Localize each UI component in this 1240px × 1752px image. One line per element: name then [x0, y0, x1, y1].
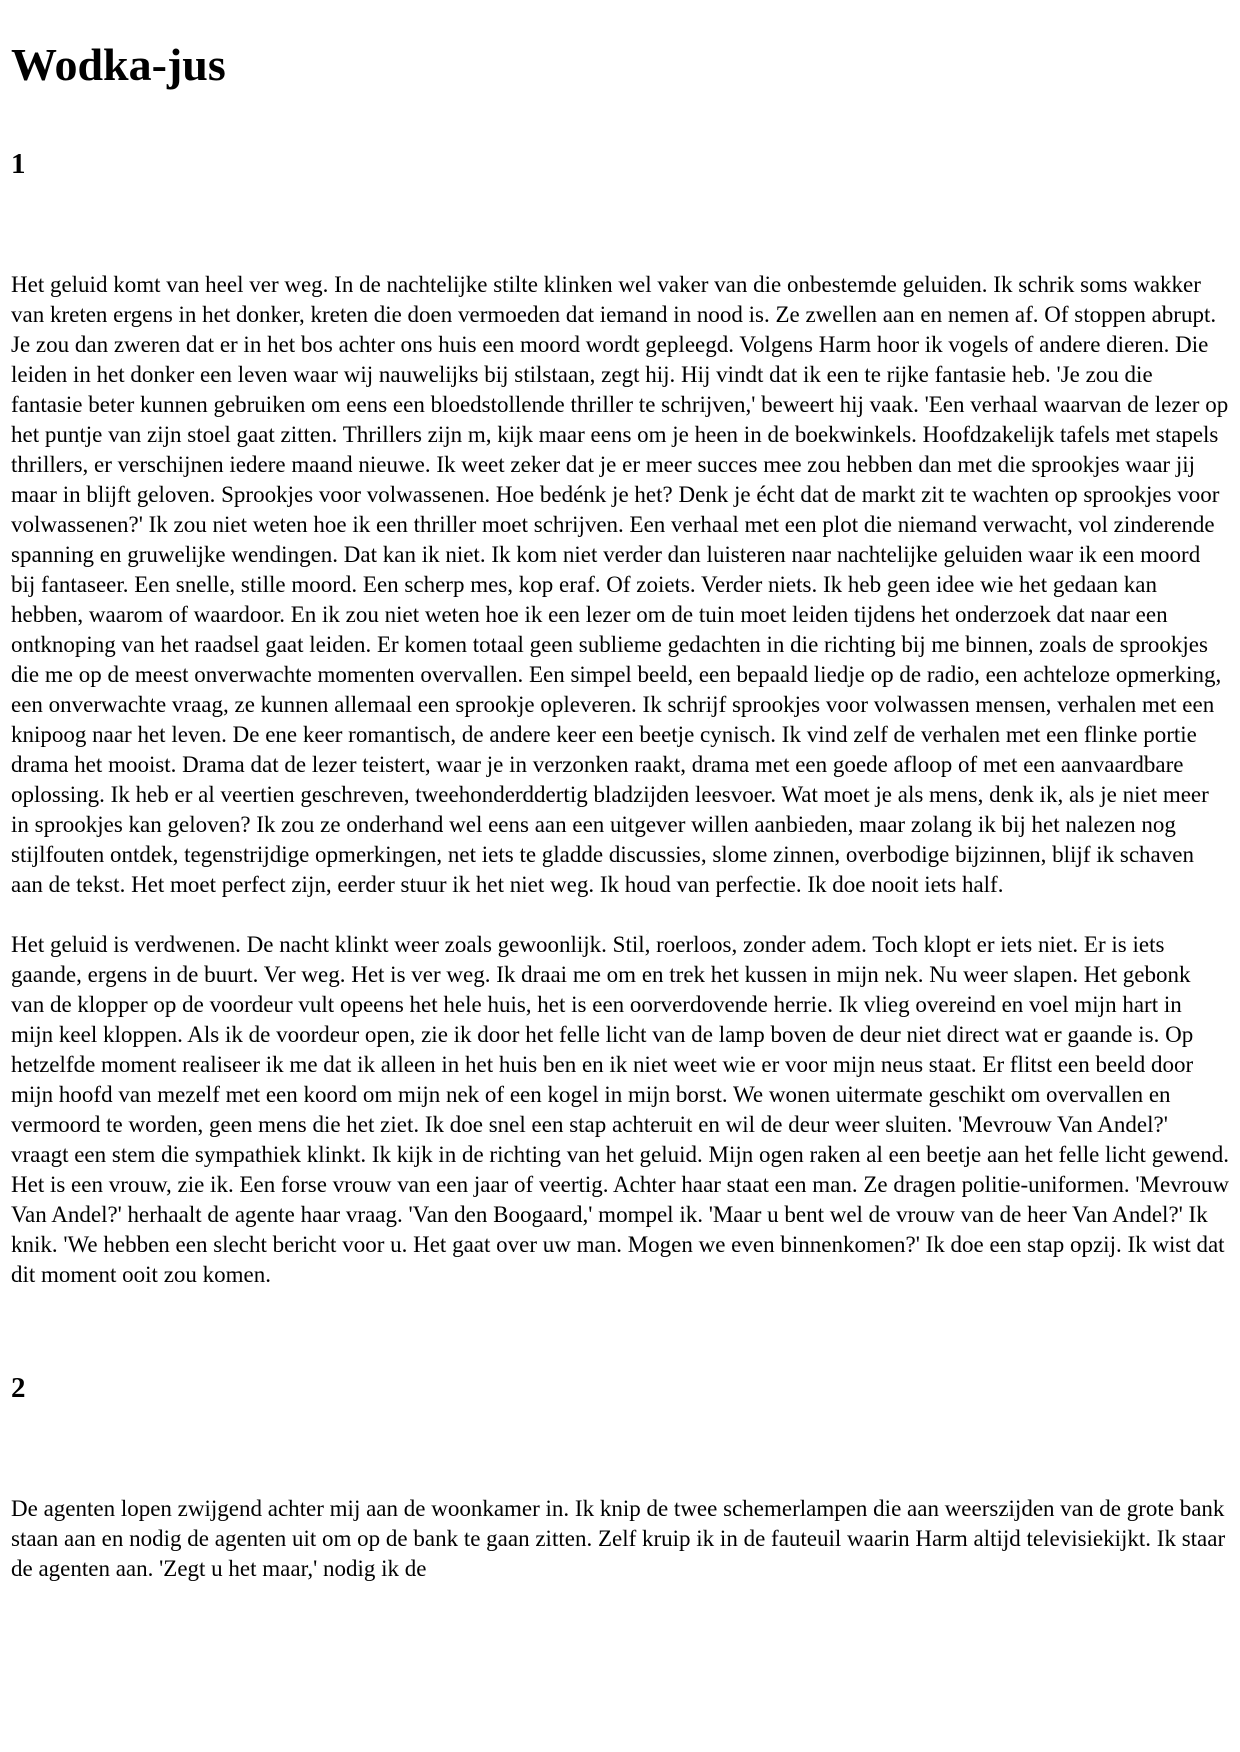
chapter-heading: 2	[11, 1372, 26, 1404]
chapter-1	[11, 144, 1229, 1290]
body-paragraph: De agenten lopen zwijgend achter mij aan de woonkamer in. Ik knip de twee schemerlampen die aan weerszijden van de grote bank staan aan en nodig de agenten uit om op de bank te gaan zitten. Zelf kruip ik in de fauteuil waarin Harm altijd televisiekijkt. Ik staar de agenten aan. 'Zegt u het maar,' nodig ik de	[11, 1496, 1226, 1581]
body-paragraph: Het geluid is verdwenen. De nacht klinkt weer zoals gewoonlijk. Stil, roerloos, zonder adem. Toch klopt er iets niet. Er is iets gaande, ergens in de buurt. Ver weg. Het is ver weg. Ik draai me om en trek het kussen in mijn nek. Nu weer slapen. Het gebonk van de klopper op de voordeur vult opeens het hele huis, het is een oorverdovende herrie. Ik vlieg overeind en voel mijn hart in mijn keel kloppen. Als ik de voordeur open, zie ik door het felle licht van de lamp boven de deur niet direct wat er gaande is. Op hetzelfde moment realiseer ik me dat ik alleen in het huis ben en ik niet weet wie er voor mijn neus staat. Er flitst een beeld door mijn hoofd van mezelf met een koord om mijn nek of een kogel in mijn borst. We wonen uitermate geschikt om overvallen en vermoord te worden, geen mens die het ziet. Ik doe snel een stap achteruit en wil de deur weer sluiten. 'Mevrouw Van Andel?' vraagt een stem die sympathiek klinkt. Ik kijk in de richting van het geluid. Mijn ogen raken al een beetje aan het felle licht gewend. Het is een vrouw, zie ik. Een forse vrouw van een jaar of veertig. Achter haar staat een man. Ze dragen politie-uniformen. 'Mevrouw Van Andel?' herhaalt de agente haar vraag. 'Van den Boogaard,' mompel ik. 'Maar u bent wel de vrouw van de heer Van Andel?' Ik knik. 'We hebben een slecht bericht voor u. Het gaat over uw man. Mogen we even binnenkomen?' Ik doe een stap opzij. Ik wist dat dit moment ooit zou komen.	[11, 932, 1229, 1287]
body-paragraph: Het geluid komt van heel ver weg. In de nachtelijke stilte klinken wel vaker van die onbestemde geluiden. Ik schrik soms wakker van kreten ergens in het donker, kreten die doen vermoeden dat iemand in nood is. Ze zwellen aan en nemen af. Of stoppen abrupt. Je zou dan zweren dat er in het bos achter ons huis een moord wordt gepleegd. Volgens Harm hoor ik vogels of andere dieren. Die leiden in het donker een leven waar wij nauwelijks bij stilstaan, zegt hij. Hij vindt dat ik een te rijke fantasie heb. 'Je zou die fantasie beter kunnen gebruiken om eens een bloedstollende thriller te schrijven,' beweert hij vaak. 'Een verhaal waarvan de lezer op het puntje van zijn stoel gaat zitten. Thrillers zijn m, kijk maar eens om je heen in de boekwinkels. Hoofdzakelijk tafels met stapels thrillers, er verschijnen iedere maand nieuwe. Ik weet zeker dat je er meer succes mee zou hebben dan met die sprookjes waar jij maar in blijft geloven. Sprookjes voor volwassenen. Hoe bedénk je het? Denk je écht dat de markt zit te wachten op sprookjes voor volwassenen?' Ik zou niet weten hoe ik een thriller moet schrijven. Een verhaal met een plot die niemand verwacht, vol zinderende spanning en gruwelijke wendingen. Dat kan ik niet. Ik kom niet verder dan luisteren naar nachtelijke geluiden waar ik een moord bij fantaseer. Een snelle, stille moord. Een scherp mes, kop eraf. Of zoiets. Verder niets. Ik heb geen idee wie het gedaan kan hebben, waarom of waardoor. En ik zou niet weten hoe ik een lezer om de tuin moet leiden tijdens het onderzoek dat naar een ontknoping van het raadsel gaat leiden. Er komen totaal geen sublieme gedachten in die richting bij me binnen, zoals de sprookjes die me op de meest onverwachte momenten overvallen. Een simpel beeld, een bepaald liedje op de radio, een achteloze opmerking, een onverwachte vraag, ze kunnen allemaal een sprookje opleveren. Ik schrijf sprookjes voor volwassen mensen, verhalen met een knipoog naar het leven. De ene keer romantisch, de andere keer een beetje cynisch. Ik vind zelf de verhalen met een flinke portie drama het mooist. Drama dat de lezer teistert, waar je in verzonken raakt, drama met een goede afloop of met een aanvaardbare oplossing. Ik heb er al veertien geschreven, tweehonderddertig bladzijden leesvoer. Wat moet je als mens, denk ik, als je niet meer in sprookjes kan geloven? Ik zou ze onderhand wel eens aan een uitgever willen aanbieden, maar zolang ik bij het nalezen nog stijlfouten ontdek, tegenstrijdige opmerkingen, net iets te gladde discussies, slome zinnen, overbodige bijzinnen, blijf ik schaven aan de tekst. Het moet perfect zijn, eerder stuur ik het niet weg. Ik houd van perfectie. Ik doe nooit iets half.	[11, 272, 1229, 897]
chapter-heading: 1	[11, 148, 26, 180]
chapter-2	[11, 1368, 1229, 1584]
document-title: Wodka-jus	[11, 39, 226, 90]
